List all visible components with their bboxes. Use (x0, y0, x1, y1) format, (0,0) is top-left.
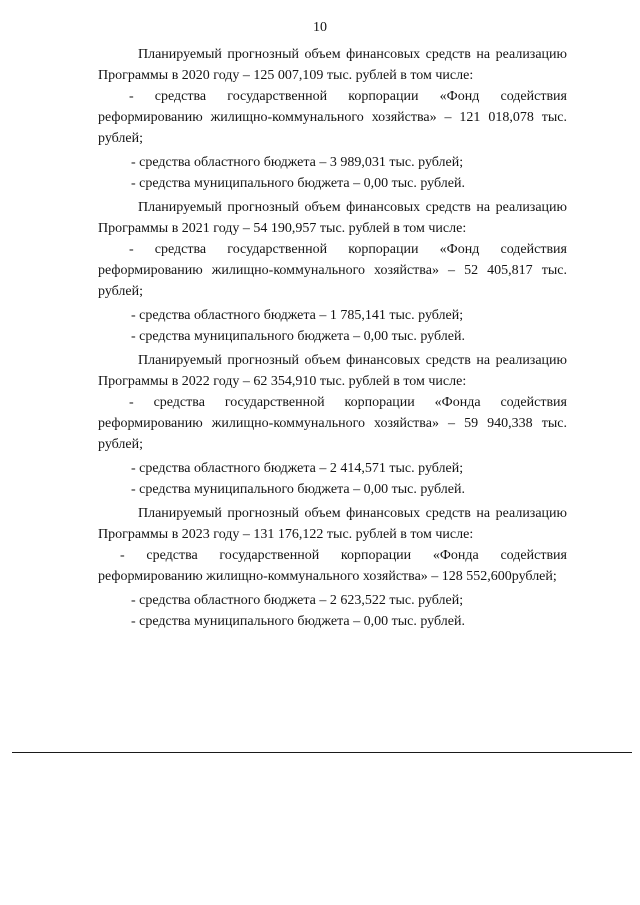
paragraph-2022-municipal: - средства муниципального бюджета – 0,00 тыс. рублей. (131, 482, 465, 497)
page-number: 10 (313, 20, 327, 35)
footer-divider (12, 752, 632, 753)
paragraph-2022-fund: - средства государственной корпорации «Фонда содействия реформированию жилищно-коммунального хозяйства» – 59 940,338 тыс. рублей; (98, 395, 567, 452)
paragraph-2020-intro: Планируемый прогнозный объем финансовых средств на реализацию Программы в 2020 году – 125 007,109 тыс. рублей в том числе: (98, 47, 567, 83)
paragraph-2021-fund: - средства государственной корпорации «Фонд содействия реформированию жилищно-коммунального хозяйства» – 52 405,817 тыс. рублей; (98, 242, 567, 299)
paragraph-2021-municipal: - средства муниципального бюджета – 0,00 тыс. рублей. (131, 329, 465, 344)
paragraph-2023-municipal: - средства муниципального бюджета – 0,00 тыс. рублей. (131, 614, 465, 629)
paragraph-2021-intro: Планируемый прогнозный объем финансовых средств на реализацию Программы в 2021 году – 54 190,957 тыс. рублей в том числе: (98, 200, 567, 236)
paragraph-2023-fund: - средства государственной корпорации «Фонда содействия реформированию жилищно-коммунального хозяйства» – 128 552,600рублей; (98, 548, 567, 584)
paragraph-2022-regional: - средства областного бюджета – 2 414,571 тыс. рублей; (131, 461, 464, 476)
paragraph-2023-regional: - средства областного бюджета – 2 623,522 тыс. рублей; (131, 593, 464, 608)
document-body (98, 44, 567, 632)
paragraph-2020-municipal: - средства муниципального бюджета – 0,00 тыс. рублей. (131, 176, 465, 191)
paragraph-2022-intro: Планируемый прогнозный объем финансовых средств на реализацию Программы в 2022 году – 62 354,910 тыс. рублей в том числе: (98, 353, 567, 389)
paragraph-2023-intro: Планируемый прогнозный объем финансовых средств на реализацию Программы в 2023 году – 131 176,122 тыс. рублей в том числе: (98, 506, 567, 542)
paragraph-2020-regional: - средства областного бюджета – 3 989,031 тыс. рублей; (131, 155, 464, 170)
paragraph-2021-regional: - средства областного бюджета – 1 785,141 тыс. рублей; (131, 308, 464, 323)
paragraph-2020-fund: - средства государственной корпорации «Фонд содействия реформированию жилищно-коммунального хозяйства» – 121 018,078 тыс. рублей; (98, 89, 567, 146)
